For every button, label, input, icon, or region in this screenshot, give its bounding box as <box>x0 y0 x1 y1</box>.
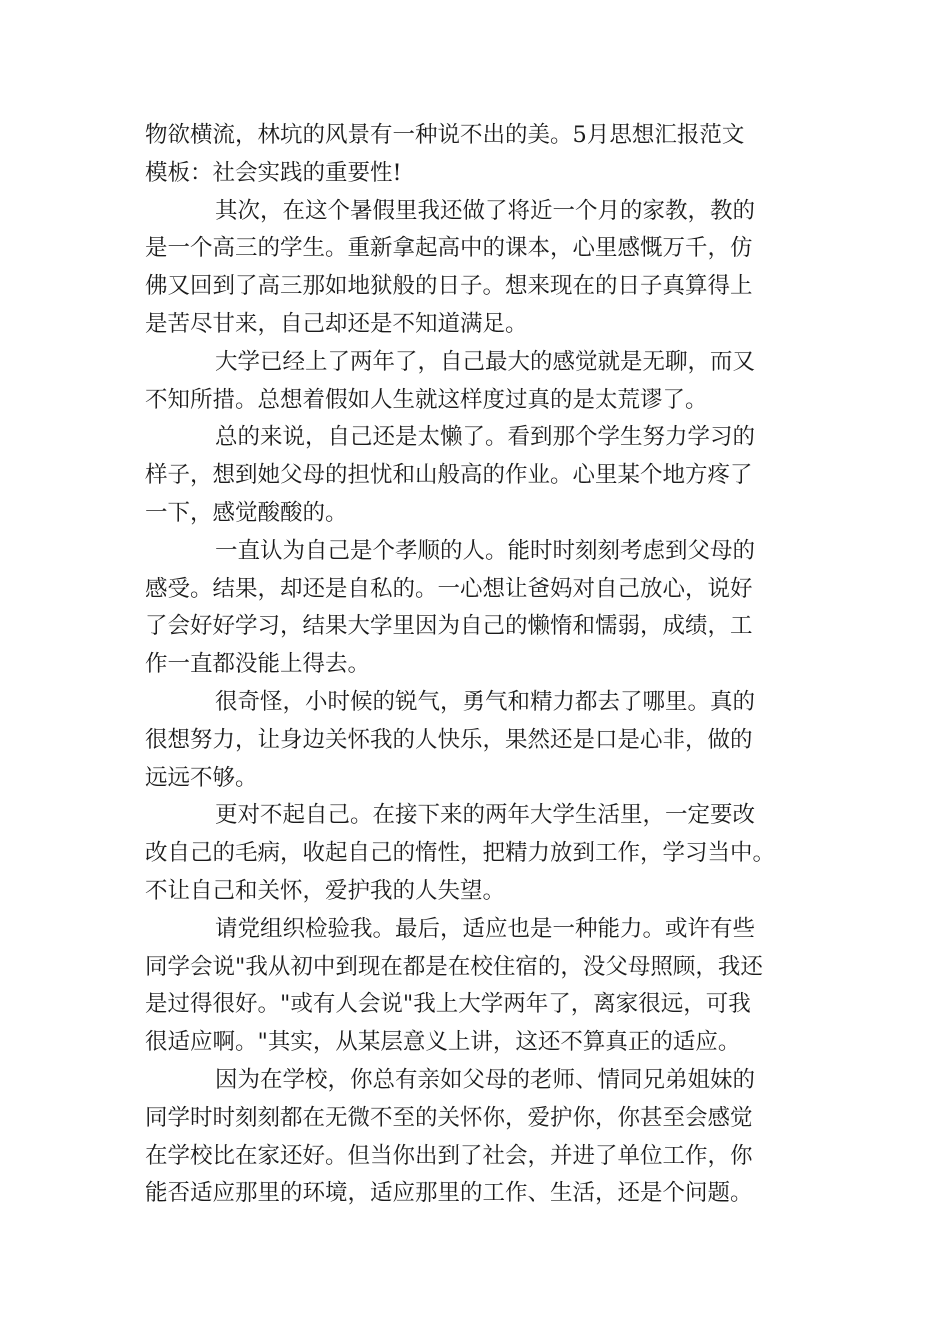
text-line: 同学会说"我从初中到现在都是在校住宿的，没父母照顾，我还 <box>145 953 763 980</box>
text-line: 不让自己和关怀，爱护我的人失望。 <box>145 877 506 904</box>
text-line: 改自己的毛病，收起自己的惰性，把精力放到工作，学习当中。 <box>145 840 776 867</box>
text-line: 很想努力，让身边关怀我的人快乐，果然还是口是心非，做的 <box>145 726 753 753</box>
text-line: 是一个高三的学生。重新拿起高中的课本，心里感慨万千，仿 <box>145 235 753 262</box>
paragraph-first-line: 总的来说，自己还是太懒了。看到那个学生努力学习的 <box>215 424 756 451</box>
text-line: 物欲横流，林坑的风景有一种说不出的美。5月思想汇报范文 <box>145 122 745 148</box>
text-line: 很适应啊。"其实，从某层意义上讲，这还不算真正的适应。 <box>145 1029 741 1056</box>
text-line: 在学校比在家还好。但当你出到了社会，并进了单位工作，你 <box>145 1142 753 1169</box>
paragraph-first-line: 更对不起自己。在接下来的两年大学生活里，一定要改 <box>215 802 756 829</box>
paragraph-first-line: 大学已经上了两年了，自己最大的感觉就是无聊，而又 <box>215 348 756 375</box>
text-line: 作一直都没能上得去。 <box>145 651 371 678</box>
text-line: 样子，想到她父母的担忧和山般高的作业。心里某个地方疼了 <box>145 462 753 489</box>
paragraph-first-line: 因为在学校，你总有亲如父母的老师、情同兄弟姐妹的 <box>215 1066 756 1093</box>
text-line: 远远不够。 <box>145 764 258 791</box>
text-line: 佛又回到了高三那如地狱般的日子。想来现在的日子真算得上 <box>145 273 753 300</box>
text-line: 能否适应那里的环境，适应那里的工作、生活，还是个问题。 <box>145 1180 753 1207</box>
paragraph-first-line: 一直认为自己是个孝顺的人。能时时刻刻考虑到父母的 <box>215 537 756 564</box>
text-line: 是苦尽甘来，自己却还是不知道满足。 <box>145 310 528 337</box>
text-line: 不知所措。总想着假如人生就这样度过真的是太荒谬了。 <box>145 386 708 413</box>
text-line: 感受。结果，却还是自私的。一心想让爸妈对自己放心，说好 <box>145 575 753 602</box>
body-text <box>145 117 815 1213</box>
text-line: 模板：社会实践的重要性! <box>145 159 402 186</box>
text-line: 同学时时刻刻都在无微不至的关怀你，爱护你，你甚至会感觉 <box>145 1104 753 1131</box>
paragraph-first-line: 其次，在这个暑假里我还做了将近一个月的家教，教的 <box>215 197 756 224</box>
paragraph-first-line: 请党组织检验我。最后，适应也是一种能力。或许有些 <box>215 915 756 942</box>
text-line: 一下，感觉酸酸的。 <box>145 499 348 526</box>
text-line: 是过得很好。"或有人会说"我上大学两年了，离家很远，可我 <box>145 991 751 1018</box>
text-line: 了会好好学习，结果大学里因为自己的懒惰和懦弱，成绩，工 <box>145 613 753 640</box>
paragraph-first-line: 很奇怪，小时候的锐气，勇气和精力都去了哪里。真的 <box>215 688 756 715</box>
